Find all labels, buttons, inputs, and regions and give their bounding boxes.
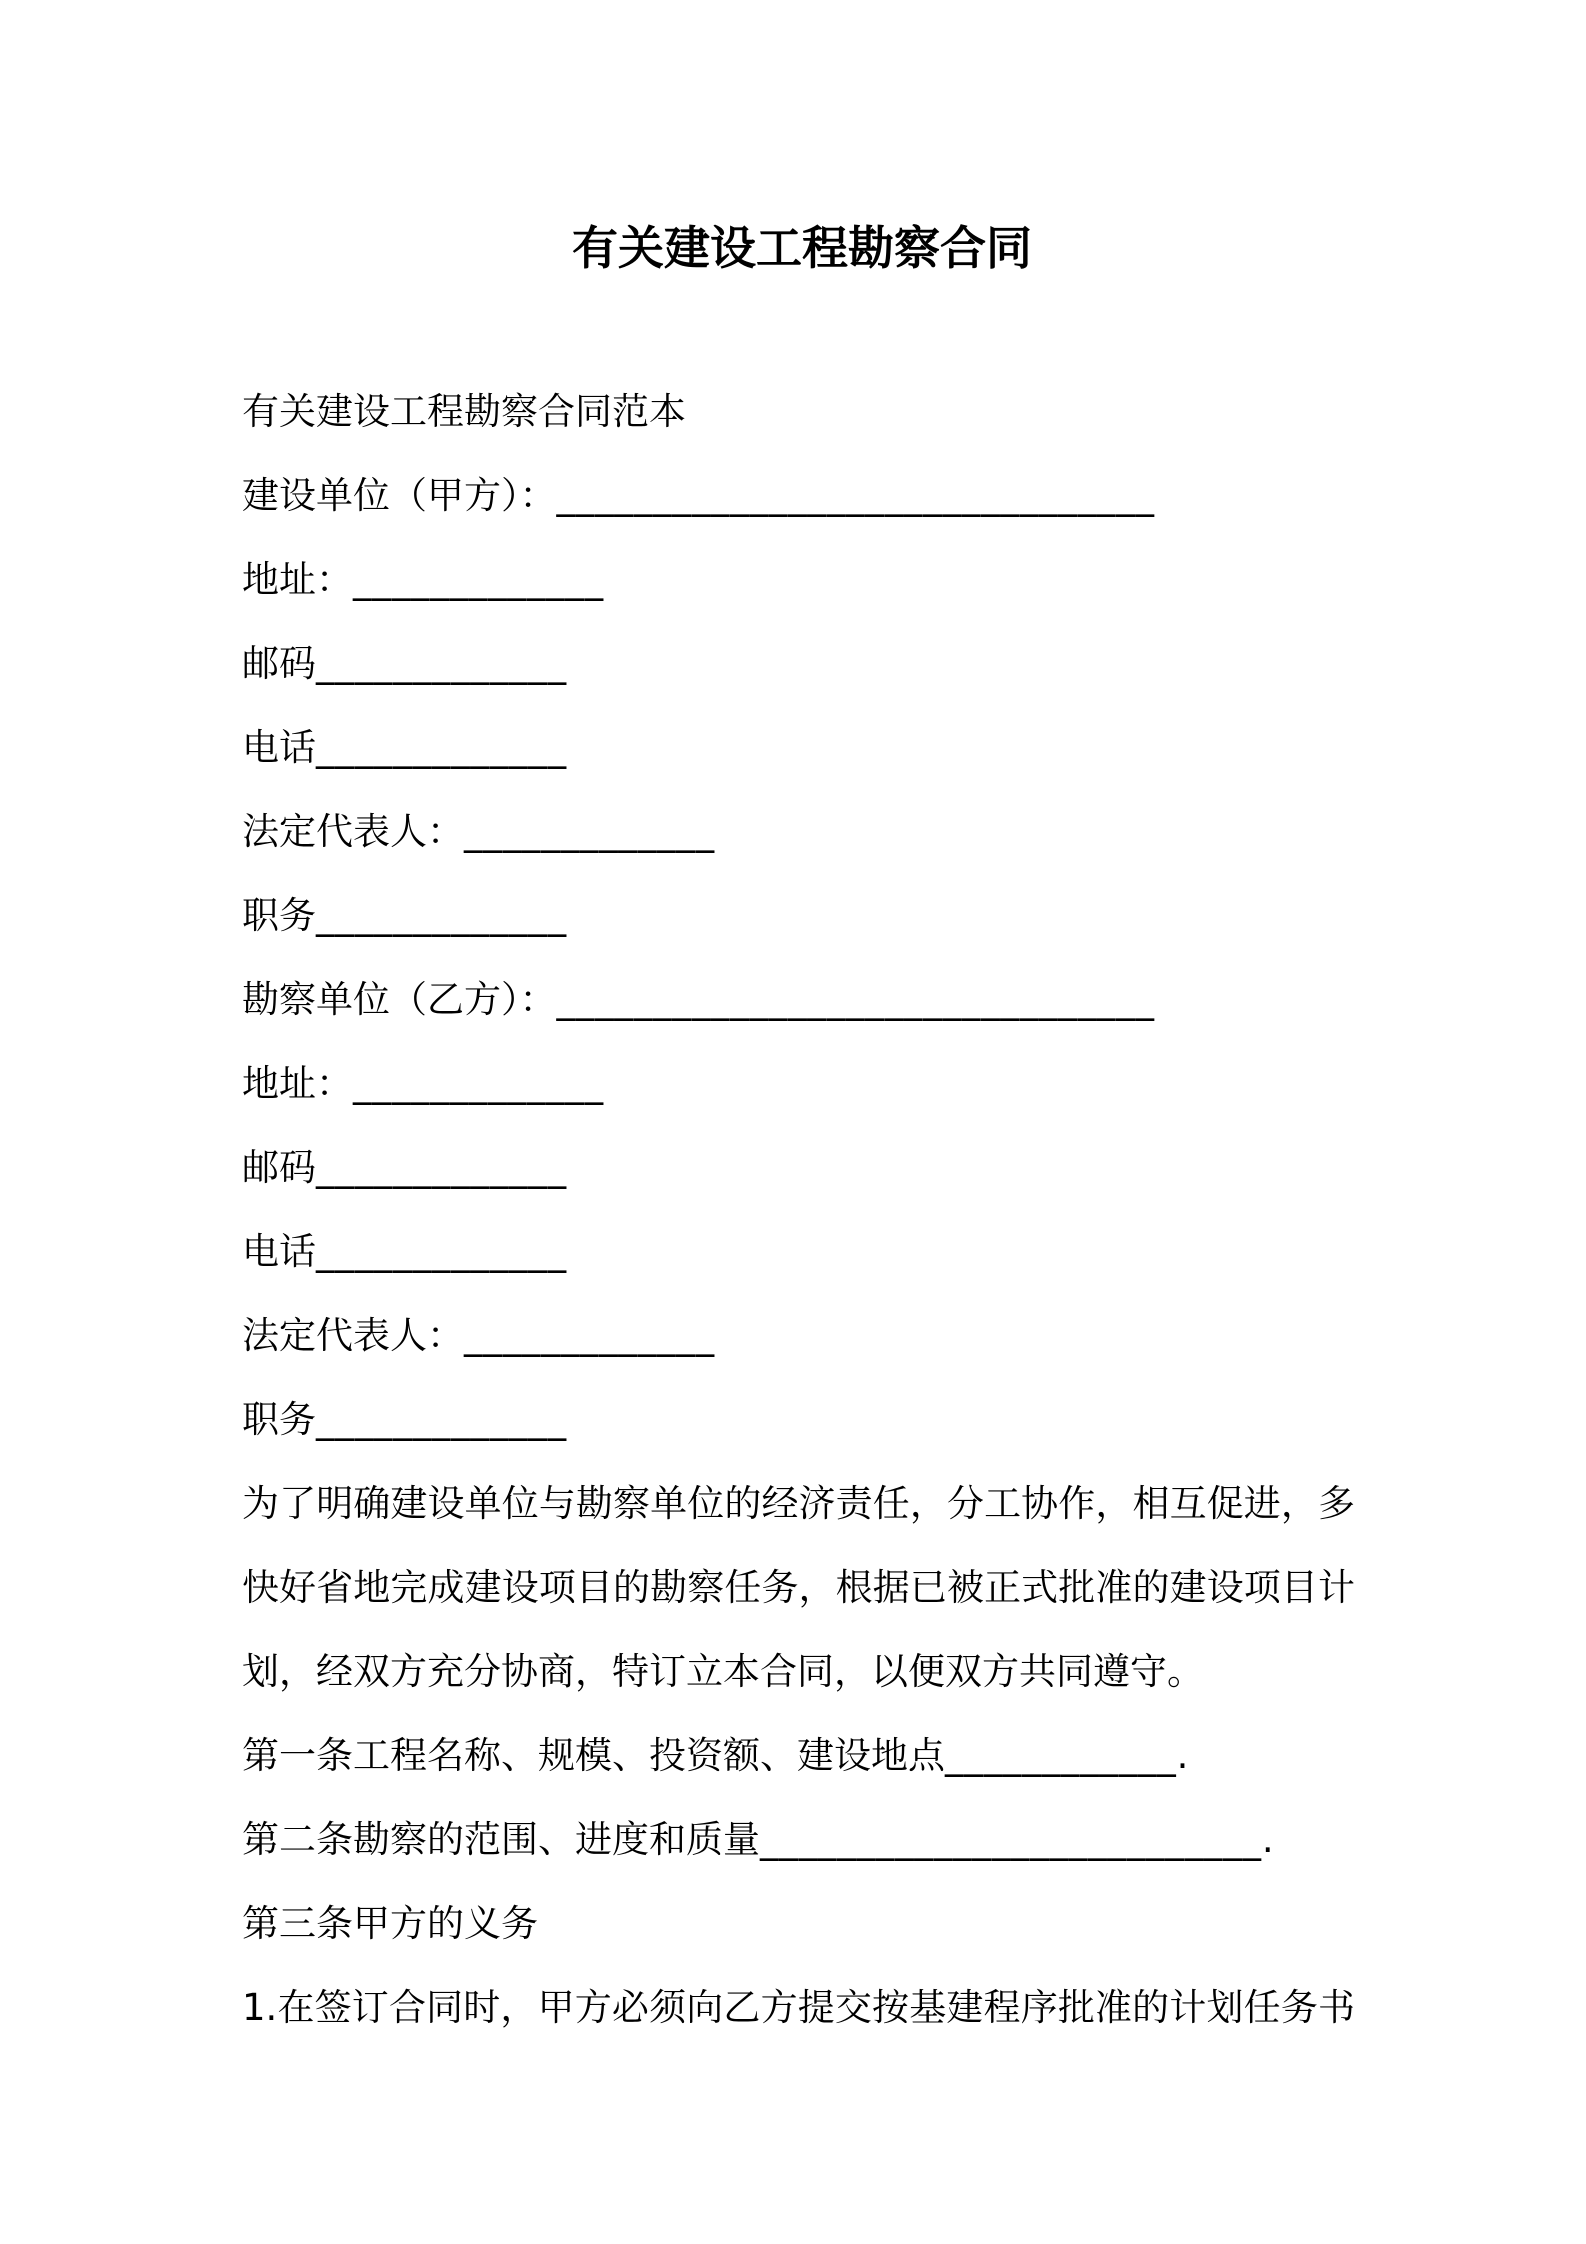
article-2-suffix: . [1261, 1818, 1274, 1861]
party-b-info [242, 958, 1355, 1462]
party-a-unit-label: 建设单位（甲方）： [242, 474, 557, 517]
party-b-unit-field [242, 958, 1355, 1042]
party-b-phone-label: 电话 [242, 1230, 316, 1273]
party-b-position-field [242, 1378, 1355, 1462]
party-a-legal-representative-blank: _____________ [464, 810, 715, 853]
party-a-info [242, 454, 1355, 958]
party-a-postcode-blank: _____________ [316, 642, 567, 685]
party-a-position-field [242, 874, 1355, 958]
party-b-postcode-label: 邮码 [242, 1146, 316, 1189]
article-2-heading: 第二条勘察的范围、进度和质量 [242, 1818, 760, 1861]
party-b-address-blank: _____________ [353, 1062, 604, 1105]
party-a-unit-blank: _______________________________ [556, 474, 1155, 517]
article-2 [242, 1798, 1355, 1882]
party-b-address-field [242, 1042, 1355, 1126]
party-b-postcode-field [242, 1126, 1355, 1210]
preamble-line: 为了明确建设单位与勘察单位的经济责任，分工协作，相互促进，多 [242, 1482, 1355, 1525]
party-a-phone-field [242, 706, 1355, 790]
article-1 [242, 1714, 1355, 1798]
party-b-phone-blank: _____________ [316, 1230, 567, 1273]
party-b-unit-label: 勘察单位（乙方）： [242, 978, 557, 1021]
party-a-postcode-label: 邮码 [242, 642, 316, 685]
document-body [242, 370, 1355, 2050]
party-a-address-label: 地址： [242, 558, 353, 601]
article-1-suffix: . [1176, 1734, 1189, 1777]
party-a-position-blank: _____________ [316, 894, 567, 937]
party-a-legal-representative-label: 法定代表人： [242, 810, 464, 853]
party-b-unit-blank: _______________________________ [556, 978, 1155, 1021]
party-b-legal-representative-label: 法定代表人： [242, 1314, 464, 1357]
preamble-line: 划，经双方充分协商，特订立本合同，以便双方共同遵守。 [242, 1650, 1204, 1693]
preamble-paragraph [242, 1462, 1355, 1714]
party-a-address-blank: _____________ [353, 558, 604, 601]
party-b-postcode-blank: _____________ [316, 1146, 567, 1189]
article-2-blank: __________________________ [760, 1818, 1262, 1861]
article-1-heading: 第一条工程名称、规模、投资额、建设地点 [242, 1734, 945, 1777]
preamble-line: 快好省地完成建设项目的勘察任务，根据已被正式批准的建设项目计 [242, 1566, 1355, 1609]
article-3-heading: 第三条甲方的义务 [242, 1902, 538, 1945]
party-a-address-field [242, 538, 1355, 622]
party-b-legal-representative-field [242, 1294, 1355, 1378]
party-a-position-label: 职务 [242, 894, 316, 937]
party-b-phone-field [242, 1210, 1355, 1294]
party-b-position-blank: _____________ [316, 1398, 567, 1441]
party-b-position-label: 职务 [242, 1398, 316, 1441]
party-b-legal-representative-blank: _____________ [464, 1314, 715, 1357]
party-a-phone-label: 电话 [242, 726, 316, 769]
party-a-phone-blank: _____________ [316, 726, 567, 769]
clause-1-text: 1.在签订合同时，甲方必须向乙方提交按基建程序批准的计划任务书 [242, 1986, 1355, 2029]
document-title: 有关建设工程勘察合同 [572, 221, 1032, 275]
party-a-legal-representative-field [242, 790, 1355, 874]
party-a-postcode-field [242, 622, 1355, 706]
party-b-address-label: 地址： [242, 1062, 353, 1105]
document-subtitle: 有关建设工程勘察合同范本 [242, 390, 686, 433]
article-1-blank: ____________ [945, 1734, 1177, 1777]
contract-articles [242, 1714, 1355, 2050]
party-a-unit-field [242, 454, 1355, 538]
